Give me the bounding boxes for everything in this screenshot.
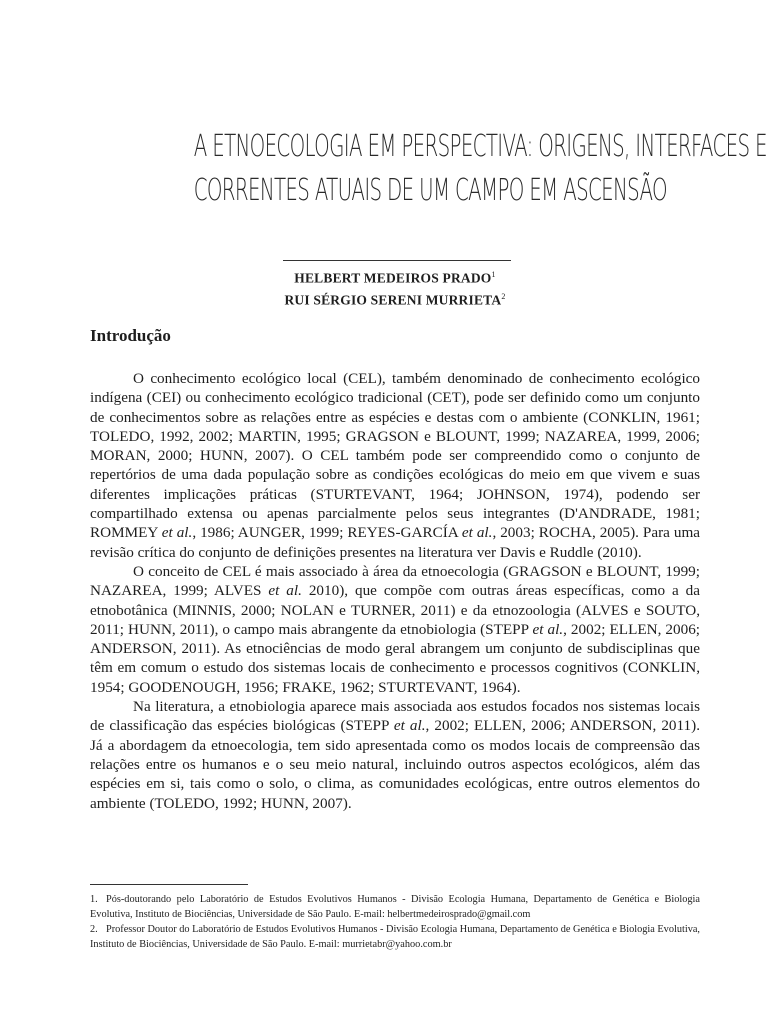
paragraph-text: Na literatura, a etnobiologia aparece mais associada aos estudos focados nos sistemas locais de classificação das espécies biológicas (STEPP bbox=[90, 698, 700, 735]
section-heading: Introdução bbox=[90, 326, 171, 345]
footnote-number: 2. bbox=[90, 924, 98, 936]
title-divider bbox=[283, 260, 511, 261]
author-name-text: HELBERT MEDEIROS PRADO bbox=[294, 270, 492, 286]
paragraph-text: , 2002; ELLEN, 2006; ANDERSON, 2011). As etnociências de modo geral abrangem um conjunto de subdisciplinas que têm em comum o estudo dos sistemas locais de conhecimento e processos cognitivos (CONKLIN, 1954; GOODENOUGH, 1956; FRAKE, 1962; STURTEVANT, 1964). bbox=[90, 620, 701, 696]
title-line: CORRENTES ATUAIS DE UM CAMPO EM ASCENSÃO bbox=[193, 173, 667, 208]
body-paragraph bbox=[90, 562, 700, 697]
paragraph-text: O conceito de CEL é mais associado à área da etnoecologia (GRAGSON e BLOUNT, 1999; NAZAREA, 1999; ALVES bbox=[90, 562, 700, 600]
article-title bbox=[193, 125, 767, 213]
italic-text: et al. bbox=[532, 620, 564, 638]
author-name-text: RUI SÉRGIO SERENI MURRIETA bbox=[284, 292, 502, 307]
paragraph-text: 2010), que compõe com outras áreas específicas, como a da etnobotânica (MINNIS, 2000; NOLAN e TURNER, 2011) e da etnozoologia (ALVES e SOUTO, 2011; HUNN, 2011), o campo mais abrangente da etnobiologia (STEPP bbox=[90, 582, 700, 638]
italic-text: et al. bbox=[268, 582, 302, 600]
footnote-text: Professor Doutor do Laboratório de Estudos Evolutivos Humanos - Divisão Ecologia Humana, Departamento de Genética e Biologia Evolutiva, Instituto de Biociências, Universidade de São Paulo. E-mail: murrietabr@yahoo.com.br bbox=[90, 924, 700, 951]
author-list bbox=[90, 266, 700, 309]
footnote bbox=[90, 923, 700, 952]
italic-text: et al. bbox=[393, 717, 426, 735]
paragraph-text: , 2003; ROCHA, 2005). Para uma revisão crítica do conjunto de definições presentes na literatura ver Davis e Ruddle (2010). bbox=[90, 524, 701, 561]
author-footnote-mark: 2 bbox=[501, 291, 506, 301]
paragraph-text: O conhecimento ecológico local (CEL), também denominado de conhecimento ecológico indígena (CEI) ou conhecimento ecológico tradicional (CET), pode ser definido como um conjunto de conhecimentos sobre as relações entre as espécies e destas com o ambiente (CONKLIN, 1961; TOLEDO, 1992, 2002; MARTIN, 1995; GRAGSON e BLOUNT, 1999; NAZAREA, 1999, 2006; MORAN, 2000; HUNN, 2007). O CEL também pode ser compreendido como o conjunto de repertórios de uma dada população sobre as condições ecológicas do meio em que vivem e suas diferentes implicações práticas (STURTEVANT, 1964; JOHNSON, 1974), podendo ser compartilhado extensa ou apenas parcialmente pelos seus integrantes (D'ANDRADE, 1981; ROMMEY bbox=[90, 370, 700, 542]
footnote bbox=[90, 893, 700, 922]
body-text bbox=[90, 369, 700, 813]
italic-text: et al. bbox=[161, 524, 193, 542]
author-name bbox=[90, 288, 700, 310]
italic-text: et al. bbox=[461, 524, 493, 542]
paragraph-text: , 2002; ELLEN, 2006; ANDERSON, 2011). Já a abordagem da etnoecologia, tem sido apresentada como os modos locais de compreensão das relações entre os humanos e o seu meio natural, incluindo outros aspectos ecológicos, além das espécies em si, tais como o solo, o clima, as comunidades ecológicas, entre outros elementos do ambiente (TOLEDO, 1992; HUNN, 2007). bbox=[90, 717, 700, 812]
author-footnote-mark: 1 bbox=[491, 270, 496, 279]
body-paragraph bbox=[90, 369, 700, 562]
article-page bbox=[90, 0, 767, 1024]
footnotes bbox=[90, 893, 700, 954]
footnote-text: Pós-doutorando pelo Laboratório de Estudos Evolutivos Humanos - Divisão Ecologia Humana, Departamento de Genética e Biologia Evolutiva, Instituto de Biociências, Universidade de São Paulo. E-mail: helbertmedeirosprado@gmail.com bbox=[90, 894, 700, 920]
title-line: A ETNOECOLOGIA EM PERSPECTIVA: ORIGENS, INTERFACES E bbox=[193, 129, 767, 164]
body-paragraph bbox=[90, 697, 700, 813]
footnote-divider bbox=[90, 884, 248, 885]
author-name bbox=[90, 266, 700, 288]
paragraph-text: , 1986; AUNGER, 1999; REYES-GARCÍA bbox=[192, 524, 462, 542]
footnote-number: 1. bbox=[90, 894, 98, 905]
